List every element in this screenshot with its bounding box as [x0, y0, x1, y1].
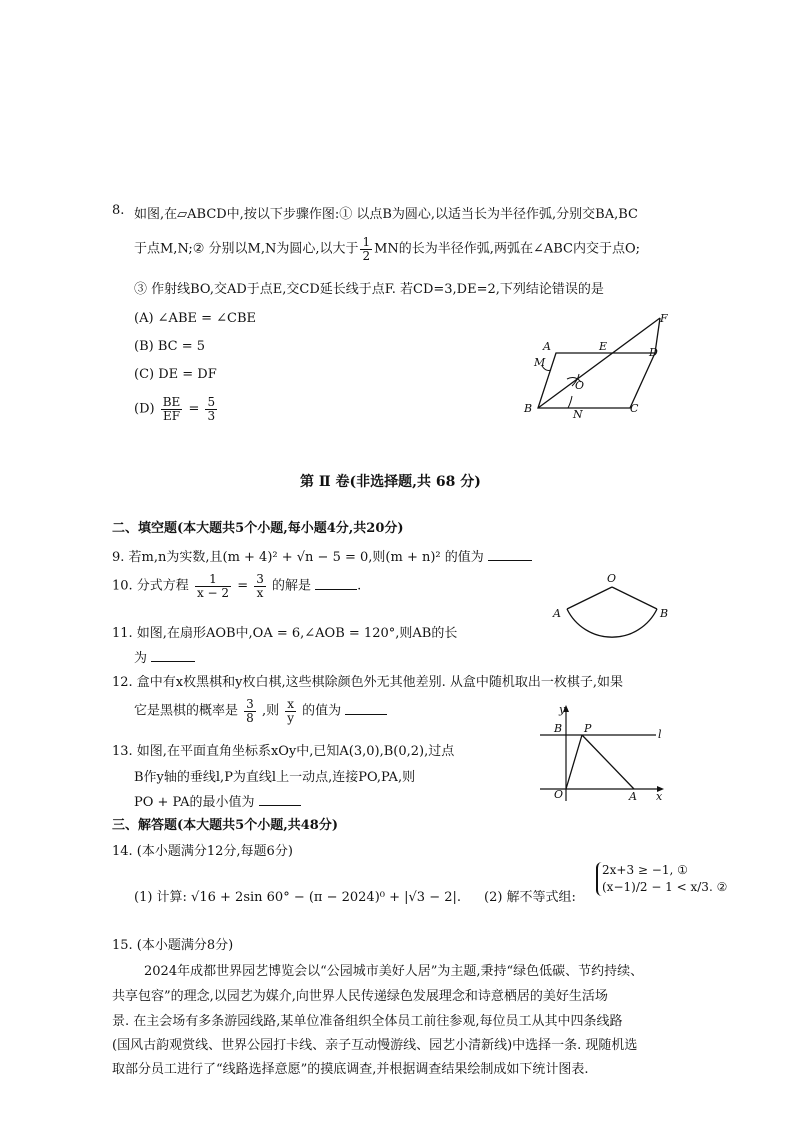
q14-part1: (1) 计算: √16 + 2sin 60° − (π − 2024)⁰ + |√3 − 2|.	[134, 890, 462, 905]
label-E: E	[599, 340, 608, 353]
label-N: N	[573, 408, 583, 421]
q13-line3: PO + PA的最小值为	[134, 791, 301, 810]
answer-blank[interactable]	[488, 550, 532, 561]
q8-line2	[134, 236, 640, 262]
q13-coordinate-figure	[540, 705, 670, 805]
q8-line1: 如图,在▱ABCD中,按以下步骤作图:① 以点B为圆心,以适当长为半径作弧,分别交BA,BC	[134, 207, 638, 222]
label-A: A	[553, 607, 561, 620]
answer-blank[interactable]	[259, 795, 301, 806]
q15-heading: 15. (本小题满分8分)	[112, 938, 234, 953]
label-B: B	[660, 607, 669, 620]
q12-line2: 它是黑棋的概率是 $\frac{3}{8}$ ,则 $\frac{x}{y}$ 的值为	[134, 698, 387, 724]
label-O: O	[607, 572, 617, 585]
answer-blank[interactable]	[315, 579, 357, 590]
q14-heading: 14. (本小题满分12分,每题6分)	[112, 844, 293, 859]
answer-blank[interactable]	[345, 704, 387, 715]
inequality-1: 2x+3 ≥ −1, ①	[602, 863, 688, 877]
q11-sector-figure	[545, 570, 675, 645]
q9: 9. 若m,n为实数,且(m + 4)² + √n − 5 = 0,则(m + n)² 的值为	[112, 546, 532, 565]
q8-number: 8.	[112, 203, 125, 218]
q15-para-line4: (国风古韵观赏线、世界公园打卡线、亲子互动慢游线、园艺小清新线)中选择一条. 现随机选	[112, 1038, 638, 1053]
q10: 10. 分式方程 $\frac{1}{x - 2}$ = $\frac{3}{x}$ 的解是 .	[112, 572, 362, 600]
q13-line1: 13. 如图,在平面直角坐标系xOy中,已知A(3,0),B(0,2),过点	[112, 744, 455, 759]
q8-line2-start: 于点M,N;② 分别以M,N为圆心,以大于	[134, 241, 359, 257]
label-B: B	[554, 722, 563, 735]
q15-para-line2: 共享包容”的理念,以园艺为媒介,向世界人民传递绿色发展理念和诗意栖居的美好生活场	[112, 989, 608, 1004]
q15-para-line1: 2024年成都世界园艺博览会以“公园城市美好人居”为主题,秉持“绿色低碳、节约持续、	[144, 964, 644, 979]
label-y: y	[559, 703, 566, 716]
label-B: B	[524, 402, 533, 415]
label-O: O	[554, 788, 564, 801]
q11-line2: 为	[134, 647, 195, 666]
section2-title: 第 Ⅱ 卷(非选择题,共 68 分)	[300, 474, 481, 490]
label-l: l	[658, 728, 662, 741]
label-P: P	[584, 722, 592, 735]
q8-option-c: (C) DE = DF	[134, 367, 217, 382]
q8-option-d: (D) $\frac{BE}{EF}$ = $\frac{5}{3}$	[134, 395, 216, 423]
answer-blank[interactable]	[151, 651, 195, 662]
label-x: x	[656, 790, 663, 803]
fill-heading: 二、填空题(本大题共5个小题,每小题4分,共20分)	[112, 521, 404, 536]
q15-para-line3: 景. 在主会场有多条游园线路,某单位准备组织全体员工前往参观,每位员工从其中四条线路	[112, 1014, 623, 1029]
inequality-system	[596, 862, 727, 896]
inequality-2: (x−1)/2 − 1 < x/3. ②	[602, 879, 728, 894]
half-fraction: $\frac{1}{2}$	[362, 235, 371, 263]
q14-part2-label: (2) 解不等式组:	[484, 890, 576, 905]
q13-line2: B作y轴的垂线l,P为直线l上一动点,连接PO,PA,则	[134, 770, 416, 785]
q8-line2-end: MN的长为半径作弧,两弧在∠ABC内交于点O;	[374, 241, 641, 257]
label-D: D	[649, 346, 658, 359]
q15-para-line5: 取部分员工进行了“线路选择意愿”的摸底调查,并根据调查结果绘制成如下统计图表.	[112, 1062, 589, 1077]
q8-option-a: (A) ∠ABE = ∠CBE	[134, 311, 257, 326]
label-F: F	[660, 312, 668, 325]
solve-heading: 三、解答题(本大题共5个小题,共48分)	[112, 818, 338, 833]
label-M: M	[534, 356, 546, 369]
q8-line3: ③ 作射线BO,交AD于点E,交CD延长线于点F. 若CD=3,DE=2,下列结论错误的是	[134, 282, 604, 297]
q8-parallelogram-figure	[515, 312, 675, 422]
label-C: C	[630, 402, 639, 415]
label-O: O	[575, 379, 585, 392]
q8-option-b: (B) BC = 5	[134, 339, 205, 354]
label-A: A	[629, 790, 637, 803]
q11-line1: 11. 如图,在扇形AOB中,OA = 6,∠AOB = 120°,则AB的长	[112, 626, 458, 641]
q12-line1: 12. 盒中有x枚黑棋和y枚白棋,这些棋除颜色外无其他差别. 从盒中随机取出一枚棋子,如果	[112, 675, 624, 690]
label-A: A	[543, 340, 551, 353]
